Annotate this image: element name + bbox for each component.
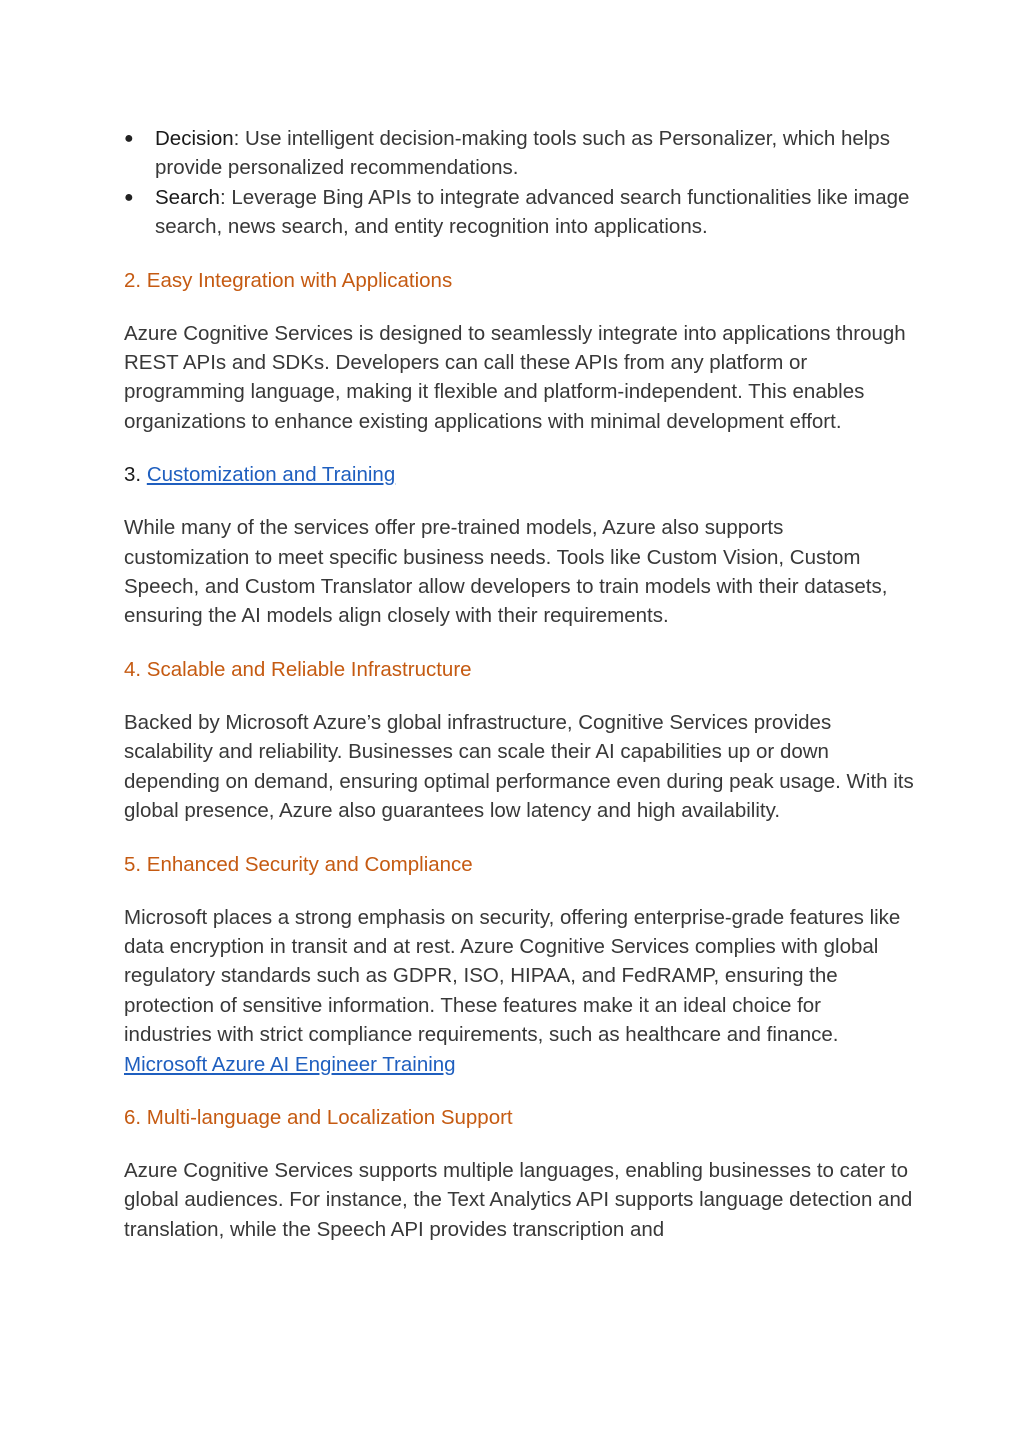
section-body-scalable: Backed by Microsoft Azure’s global infrastructure, Cognitive Services provides scalability and reliability. Businesses can scale their AI capabilities up or down depending on demand, ensuring optimal performance even during peak usage. With its global presence, Azure also guarantees low latency and high availability. [124, 710, 914, 823]
bullet-text-decision: : Use intelligent decision-making tools such as Personalizer, which helps provide personalized recommendations. [155, 127, 890, 180]
document-page [124, 124, 914, 1244]
bullet-icon: ● [124, 188, 134, 206]
section-heading-scalable: 4. Scalable and Reliable Infrastructure [124, 657, 472, 681]
section-body-customization: While many of the services offer pre-trained models, Azure also supports customization to meet specific business needs. Tools like Custom Vision, Custom Speech, and Custom Translator allow developers to train models with their datasets, ensuring the AI models align closely with their requirements. [124, 516, 888, 628]
section-heading-customization [124, 460, 914, 489]
bullet-text-search: : Leverage Bing APIs to integrate advanced search functionalities like image search, news search, and entity recognition into applications. [155, 185, 910, 239]
section-body-security-text: Microsoft places a strong emphasis on security, offering enterprise-grade features like data encryption in transit and at rest. Azure Cognitive Services complies with global regulatory standards such as GDPR, ISO, HIPAA, and FedRAMP, ensuring the protection of sensitive information. These features make it an ideal choice for industries with strict compliance requirements, such as healthcare and finance. [124, 905, 901, 1047]
bullet-icon: ● [124, 130, 134, 147]
bullet-term-search: Search [155, 185, 220, 209]
customization-training-link[interactable]: Customization and Training [146, 463, 396, 487]
list-item [124, 124, 914, 183]
feature-bullet-list [124, 124, 914, 242]
list-item [124, 183, 914, 242]
section-heading-multilanguage: 6. Multi-language and Localization Support [124, 1105, 513, 1129]
bullet-term-decision: Decision [155, 127, 234, 150]
section-body-multilanguage: Azure Cognitive Services supports multiple languages, enabling businesses to cater to global audiences. For instance, the Text Analytics API supports language detection and translation, while the Speech API provides transcription and [124, 1158, 913, 1241]
azure-ai-engineer-training-link[interactable]: Microsoft Azure AI Engineer Training [124, 1052, 456, 1076]
section-number: 3. [124, 463, 142, 487]
section-heading-security: 5. Enhanced Security and Compliance [124, 852, 473, 876]
section-body-easy-integration: Azure Cognitive Services is designed to seamlessly integrate into applications through REST APIs and SDKs. Developers can call these APIs from any platform or programming language, making it flexible and platform-independent. This enables organizations to enhance existing applications with minimal development effort. [124, 321, 906, 433]
section-heading-easy-integration: 2. Easy Integration with Applications [124, 268, 453, 292]
section-body-security [124, 903, 914, 1079]
